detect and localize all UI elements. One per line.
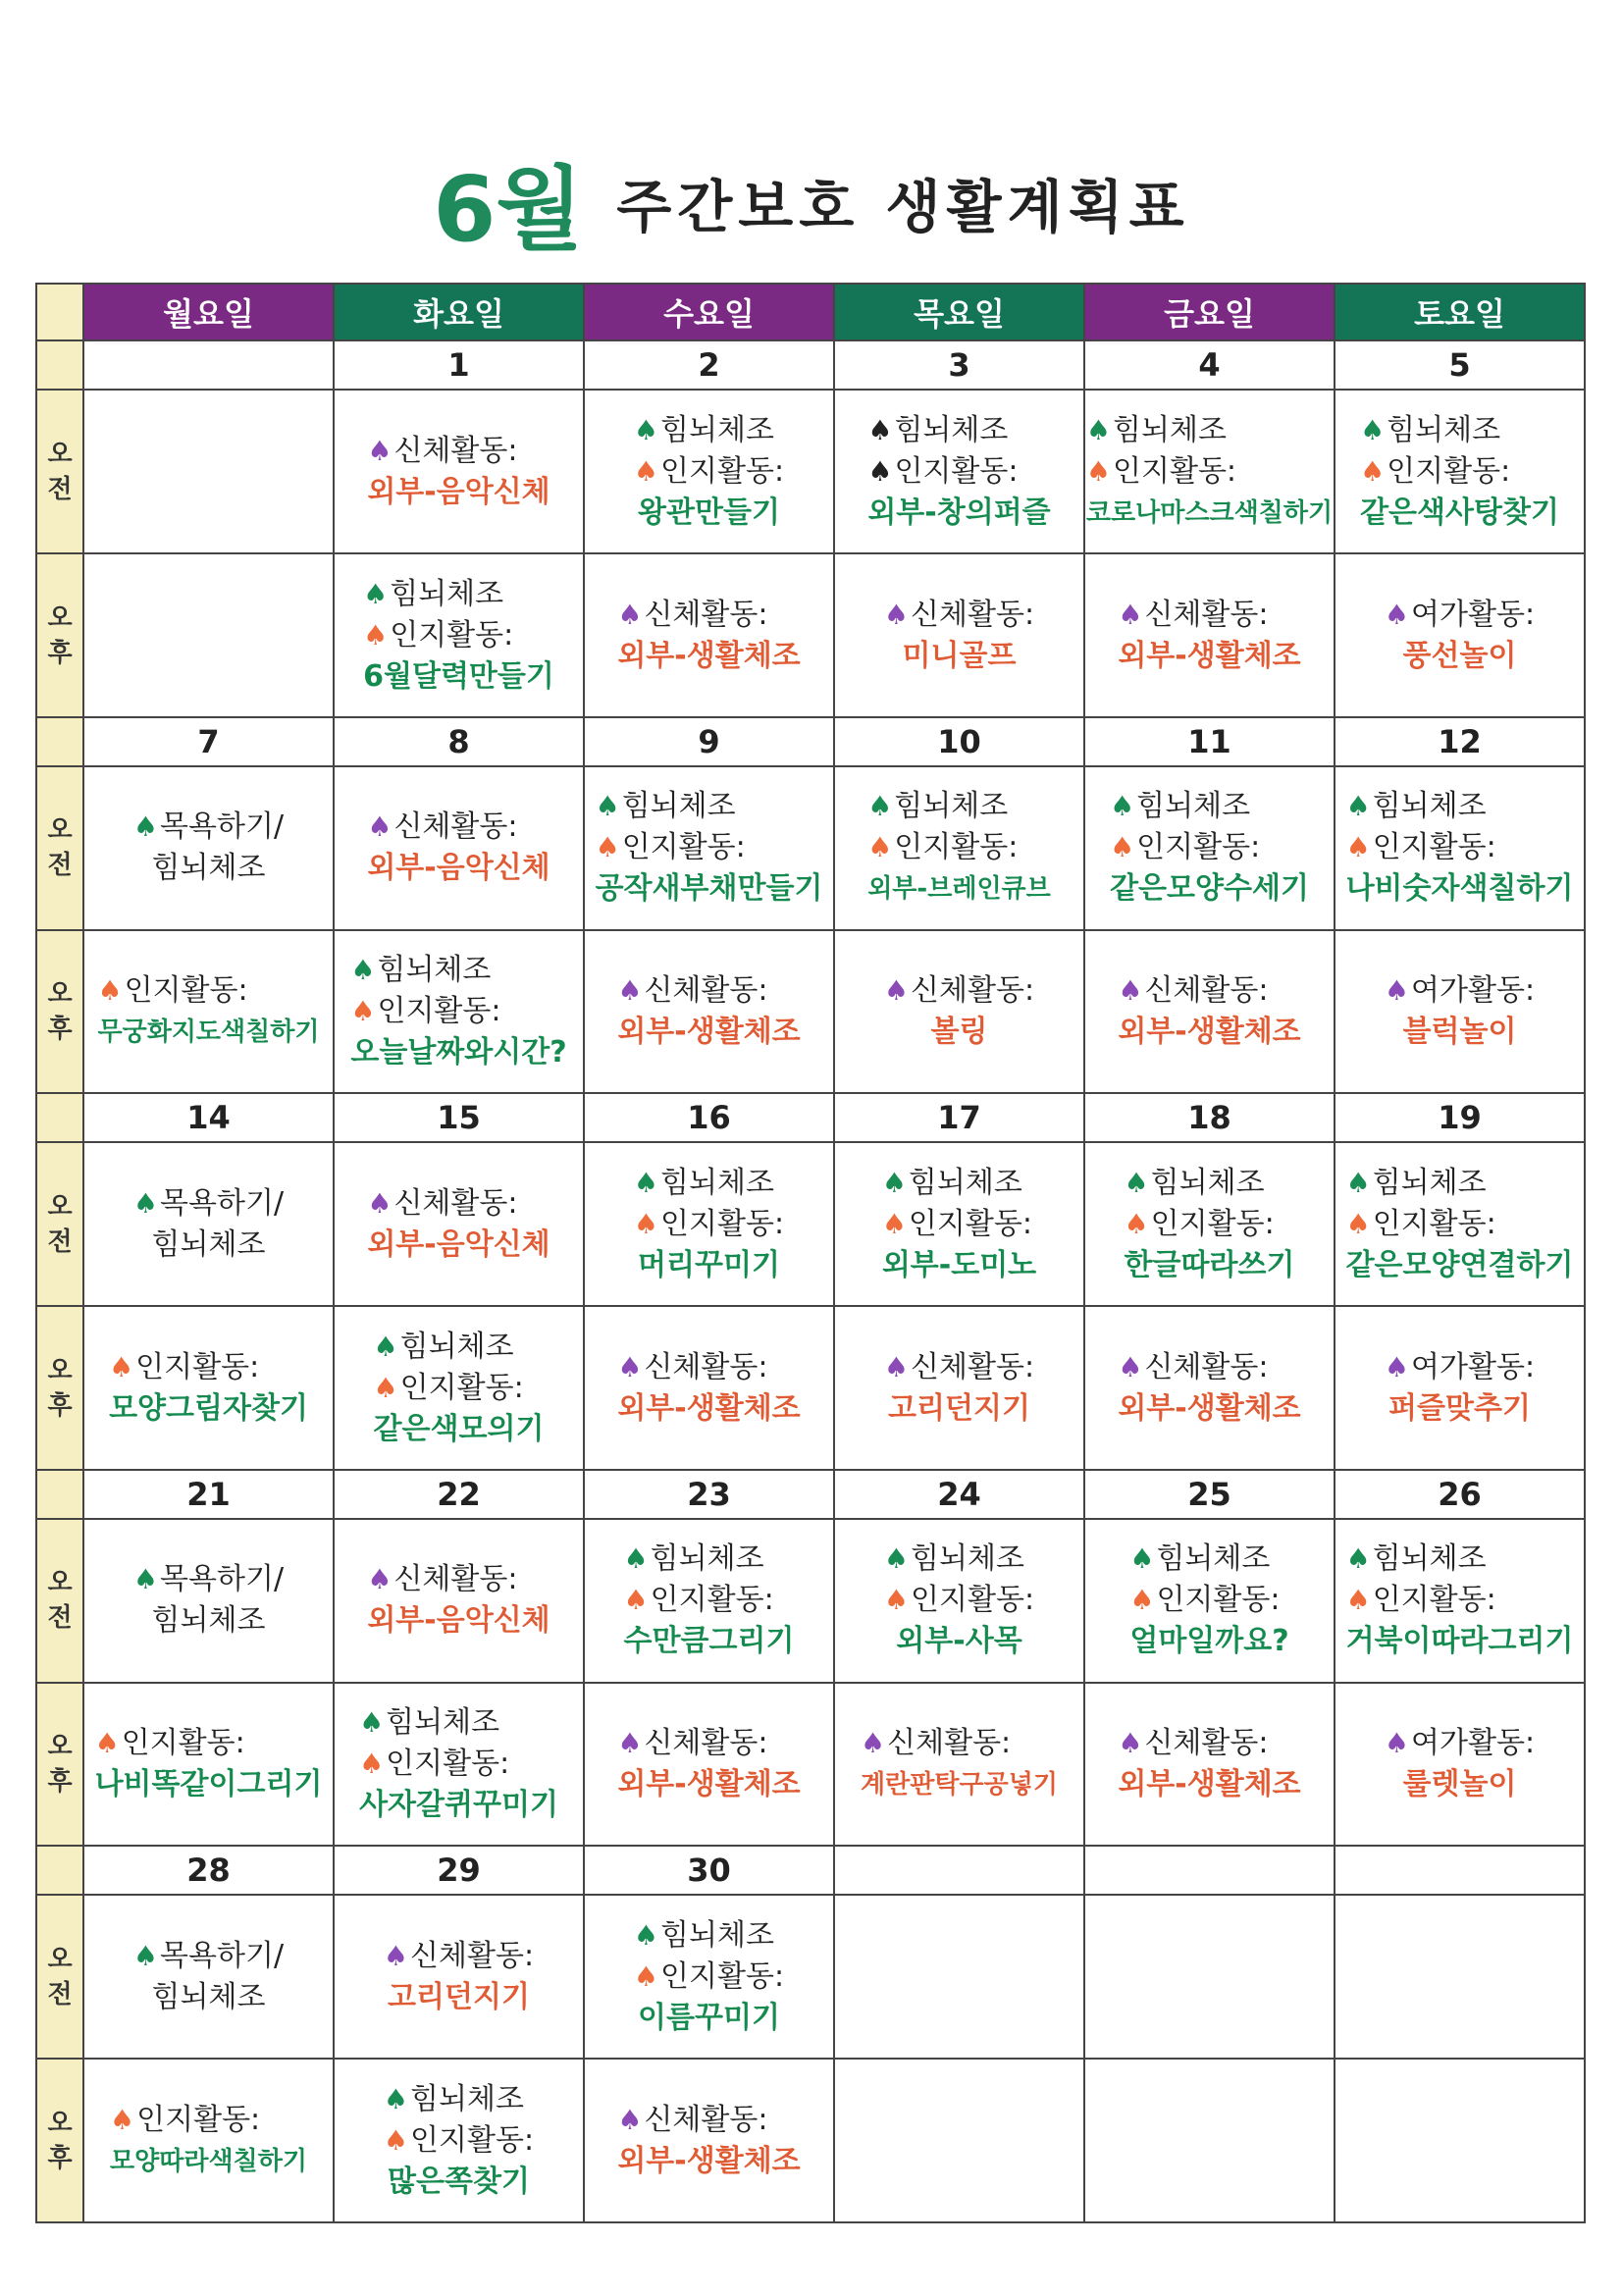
schedule-cell: ♠신체활동: 외부-생활체조 bbox=[1084, 930, 1335, 1094]
spade-icon: ♠ bbox=[373, 1371, 398, 1404]
schedule-cell bbox=[1335, 1895, 1585, 2059]
schedule-cell: ♠힘뇌체조 ♠인지활동: 얼마일까요? bbox=[1084, 1519, 1335, 1683]
schedule-cell: ♠목욕하기/ 힘뇌체조 bbox=[83, 1142, 334, 1306]
spade-icon: ♠ bbox=[1384, 1350, 1410, 1383]
spade-icon: ♠ bbox=[1360, 454, 1386, 488]
spade-icon: ♠ bbox=[110, 2103, 135, 2136]
schedule-cell: ♠힘뇌체조 ♠인지활동: 많은쪽찾기 bbox=[334, 2059, 584, 2222]
schedule-cell: ♠신체활동: 외부-생활체조 bbox=[584, 930, 834, 1094]
date-cell: 8 bbox=[334, 717, 584, 766]
spade-icon: ♠ bbox=[1118, 598, 1143, 631]
schedule-cell: ♠힘뇌체조 ♠인지활동: 외부-사목 bbox=[834, 1519, 1084, 1683]
schedule-cell: ♠신체활동: 고리던지기 bbox=[334, 1895, 584, 2059]
spade-icon: ♠ bbox=[373, 1330, 398, 1363]
schedule-cell: ♠신체활동: 외부-음악신체 bbox=[334, 766, 584, 930]
schedule-cell: ♠신체활동: 볼링 bbox=[834, 930, 1084, 1094]
date-row bbox=[36, 1470, 1585, 1519]
schedule-cell: ♠힘뇌체조 ♠인지활동: 수만큼그리기 bbox=[584, 1519, 834, 1683]
schedule-cell: ♠인지활동: 모양따라색칠하기 bbox=[83, 2059, 334, 2222]
spade-icon: ♠ bbox=[617, 2103, 643, 2136]
date-cell: 15 bbox=[334, 1093, 584, 1142]
date-cell: 18 bbox=[1084, 1093, 1335, 1142]
title-text: 주간보호 생활계획표 bbox=[616, 174, 1190, 240]
date-cell: 24 bbox=[834, 1470, 1084, 1519]
spade-icon: ♠ bbox=[367, 1563, 393, 1596]
date-cell: 5 bbox=[1335, 340, 1585, 390]
pm-label: 오 후 bbox=[36, 930, 83, 1094]
am-row bbox=[36, 1895, 1585, 2059]
spade-icon: ♠ bbox=[1118, 1727, 1143, 1760]
spade-icon: ♠ bbox=[132, 1939, 159, 1972]
pm-label: 오 후 bbox=[36, 553, 83, 717]
date-cell: 7 bbox=[83, 717, 334, 766]
header-corner bbox=[36, 284, 83, 340]
spade-icon: ♠ bbox=[132, 810, 159, 844]
schedule-cell: ♠힘뇌체조 ♠인지활동: 같은모양연결하기 bbox=[1335, 1142, 1585, 1306]
schedule-cell: ♠힘뇌체조 ♠인지활동: 외부-창의퍼즐 bbox=[834, 390, 1084, 553]
spade-icon: ♠ bbox=[883, 598, 910, 631]
spade-icon: ♠ bbox=[633, 1207, 659, 1240]
date-cell: 17 bbox=[834, 1093, 1084, 1142]
spade-icon: ♠ bbox=[383, 2082, 409, 2115]
schedule-cell: ♠신체활동: 고리던지기 bbox=[834, 1306, 1084, 1470]
am-row bbox=[36, 390, 1585, 553]
spade-icon: ♠ bbox=[97, 974, 123, 1008]
schedule-cell: ♠인지활동: 나비똑같이그리기 bbox=[83, 1683, 334, 1847]
spade-icon: ♠ bbox=[867, 454, 893, 488]
schedule-cell: ♠힘뇌체조 ♠인지활동: 코로나마스크색칠하기 bbox=[1084, 390, 1335, 553]
date-row bbox=[36, 1846, 1585, 1895]
spade-icon: ♠ bbox=[363, 618, 389, 652]
date-cell: 28 bbox=[83, 1846, 334, 1895]
schedule-cell: ♠힘뇌체조 ♠인지활동: 6월달력만들기 bbox=[334, 553, 584, 717]
date-side bbox=[36, 1846, 83, 1895]
spade-icon: ♠ bbox=[383, 1939, 409, 1972]
spade-icon: ♠ bbox=[1118, 974, 1143, 1008]
schedule-cell: ♠인지활동: 모양그림자찾기 bbox=[83, 1306, 334, 1470]
date-side bbox=[36, 340, 83, 390]
date-cell: 9 bbox=[584, 717, 834, 766]
spade-icon: ♠ bbox=[623, 1542, 649, 1576]
spade-icon: ♠ bbox=[1345, 790, 1371, 823]
schedule-cell: ♠힘뇌체조 ♠인지활동: 이름꾸미기 bbox=[584, 1895, 834, 2059]
schedule-cell: ♠신체활동: 미니골프 bbox=[834, 553, 1084, 717]
schedule-cell: ♠힘뇌체조 ♠인지활동: 같은색모의기 bbox=[334, 1306, 584, 1470]
date-cell: 1 bbox=[334, 340, 584, 390]
date-cell bbox=[834, 1846, 1084, 1895]
date-side bbox=[36, 717, 83, 766]
spade-icon: ♠ bbox=[1345, 1542, 1371, 1576]
schedule-cell: ♠신체활동: 외부-생활체조 bbox=[584, 2059, 834, 2222]
spade-icon: ♠ bbox=[633, 413, 659, 446]
schedule-cell: ♠힘뇌체조 ♠인지활동: 오늘날짜와시간? bbox=[334, 930, 584, 1094]
pm-row bbox=[36, 2059, 1585, 2222]
am-row bbox=[36, 766, 1585, 930]
schedule-cell: ♠신체활동: 외부-음악신체 bbox=[334, 390, 584, 553]
spade-icon: ♠ bbox=[363, 577, 389, 610]
schedule-table bbox=[35, 283, 1586, 2223]
spade-icon: ♠ bbox=[1360, 413, 1386, 446]
date-side bbox=[36, 1093, 83, 1142]
schedule-cell: ♠힘뇌체조 ♠인지활동: 사자갈퀴꾸미기 bbox=[334, 1683, 584, 1847]
spade-icon: ♠ bbox=[1124, 1207, 1149, 1240]
schedule-cell: ♠힘뇌체조 ♠인지활동: 나비숫자색칠하기 bbox=[1335, 766, 1585, 930]
schedule-cell: ♠목욕하기/ 힘뇌체조 bbox=[83, 1519, 334, 1683]
schedule-cell: ♠여가활동: 룰렛놀이 bbox=[1335, 1683, 1585, 1847]
spade-icon: ♠ bbox=[1124, 1166, 1149, 1199]
schedule-cell: ♠힘뇌체조 ♠인지활동: 공작새부채만들기 bbox=[584, 766, 834, 930]
schedule-cell bbox=[1084, 2059, 1335, 2222]
schedule-cell bbox=[83, 553, 334, 717]
date-cell: 10 bbox=[834, 717, 1084, 766]
pm-label: 오 후 bbox=[36, 2059, 83, 2222]
spade-icon: ♠ bbox=[617, 974, 643, 1008]
date-cell: 19 bbox=[1335, 1093, 1585, 1142]
spade-icon: ♠ bbox=[94, 1727, 120, 1760]
schedule-cell: ♠힘뇌체조 ♠인지활동: 같은모양수세기 bbox=[1084, 766, 1335, 930]
schedule-cell: ♠힘뇌체조 ♠인지활동: 외부-도미노 bbox=[834, 1142, 1084, 1306]
title-month: 6월 bbox=[433, 157, 584, 262]
spade-icon: ♠ bbox=[881, 1166, 907, 1199]
schedule-cell: ♠힘뇌체조 ♠인지활동: 머리꾸미기 bbox=[584, 1142, 834, 1306]
day-header-tue: 화요일 bbox=[334, 284, 584, 340]
date-cell: 14 bbox=[83, 1093, 334, 1142]
am-label: 오 전 bbox=[36, 766, 83, 930]
spade-icon: ♠ bbox=[1384, 598, 1410, 631]
spade-icon: ♠ bbox=[1345, 1166, 1371, 1199]
date-cell bbox=[1084, 1846, 1335, 1895]
spade-icon: ♠ bbox=[623, 1584, 649, 1617]
spade-icon: ♠ bbox=[883, 1350, 910, 1383]
schedule-cell: ♠신체활동: 외부-생활체조 bbox=[1084, 1306, 1335, 1470]
spade-icon: ♠ bbox=[867, 413, 893, 446]
schedule-cell bbox=[83, 390, 334, 553]
spade-icon: ♠ bbox=[359, 1748, 385, 1781]
schedule-cell bbox=[834, 2059, 1084, 2222]
spade-icon: ♠ bbox=[1345, 1207, 1371, 1240]
spade-icon: ♠ bbox=[633, 454, 659, 488]
date-cell: 25 bbox=[1084, 1470, 1335, 1519]
spade-icon: ♠ bbox=[1085, 413, 1112, 446]
schedule-cell: ♠신체활동: 외부-음악신체 bbox=[334, 1519, 584, 1683]
schedule-cell: ♠신체활동: 외부-음악신체 bbox=[334, 1142, 584, 1306]
spade-icon: ♠ bbox=[1129, 1584, 1155, 1617]
spade-icon: ♠ bbox=[350, 995, 376, 1028]
schedule-cell: ♠신체활동: 외부-생활체조 bbox=[584, 553, 834, 717]
day-header-mon: 월요일 bbox=[83, 284, 334, 340]
schedule-cell: ♠신체활동: 계란판탁구공넣기 bbox=[834, 1683, 1084, 1847]
schedule-cell bbox=[834, 1895, 1084, 2059]
spade-icon: ♠ bbox=[359, 1706, 385, 1740]
date-cell: 2 bbox=[584, 340, 834, 390]
schedule-cell bbox=[1335, 2059, 1585, 2222]
spade-icon: ♠ bbox=[1118, 1350, 1143, 1383]
date-row bbox=[36, 1093, 1585, 1142]
schedule-cell: ♠신체활동: 외부-생활체조 bbox=[584, 1683, 834, 1847]
spade-icon: ♠ bbox=[1129, 1542, 1155, 1576]
spade-icon: ♠ bbox=[633, 1166, 659, 1199]
spade-icon: ♠ bbox=[132, 1186, 159, 1220]
am-label: 오 전 bbox=[36, 1142, 83, 1306]
schedule-cell: ♠목욕하기/ 힘뇌체조 bbox=[83, 766, 334, 930]
spade-icon: ♠ bbox=[1345, 1584, 1371, 1617]
date-cell: 22 bbox=[334, 1470, 584, 1519]
schedule-cell: ♠여가활동: 풍선놀이 bbox=[1335, 553, 1585, 717]
spade-icon: ♠ bbox=[617, 1350, 643, 1383]
schedule-cell: ♠힘뇌체조 ♠인지활동: 같은색사탕찾기 bbox=[1335, 390, 1585, 553]
date-cell: 29 bbox=[334, 1846, 584, 1895]
am-label: 오 전 bbox=[36, 1895, 83, 2059]
spade-icon: ♠ bbox=[367, 434, 393, 467]
spade-icon: ♠ bbox=[595, 790, 620, 823]
spade-icon: ♠ bbox=[367, 1186, 393, 1220]
date-cell: 4 bbox=[1084, 340, 1335, 390]
spade-icon: ♠ bbox=[1384, 1727, 1410, 1760]
spade-icon: ♠ bbox=[883, 974, 910, 1008]
spade-icon: ♠ bbox=[867, 831, 893, 864]
schedule-cell: ♠여가활동: 블럭놀이 bbox=[1335, 930, 1585, 1094]
schedule-cell: ♠여가활동: 퍼즐맞추기 bbox=[1335, 1306, 1585, 1470]
spade-icon: ♠ bbox=[883, 1542, 910, 1576]
schedule-cell: ♠힘뇌체조 ♠인지활동: 한글따라쓰기 bbox=[1084, 1142, 1335, 1306]
schedule-cell: ♠신체활동: 외부-생활체조 bbox=[1084, 553, 1335, 717]
pm-row bbox=[36, 930, 1585, 1094]
date-cell: 30 bbox=[584, 1846, 834, 1895]
date-cell: 23 bbox=[584, 1470, 834, 1519]
date-cell: 26 bbox=[1335, 1470, 1585, 1519]
spade-icon: ♠ bbox=[1110, 790, 1135, 823]
spade-icon: ♠ bbox=[633, 1959, 659, 1993]
schedule-cell: ♠힘뇌체조 ♠인지활동: 외부-브레인큐브 bbox=[834, 766, 1084, 930]
page-title bbox=[0, 137, 1623, 267]
date-cell: 3 bbox=[834, 340, 1084, 390]
spade-icon: ♠ bbox=[350, 954, 376, 987]
schedule-cell bbox=[1084, 1895, 1335, 2059]
spade-icon: ♠ bbox=[367, 810, 393, 844]
date-cell: 21 bbox=[83, 1470, 334, 1519]
pm-label: 오 후 bbox=[36, 1683, 83, 1847]
schedule-cell: ♠힘뇌체조 ♠인지활동: 왕관만들기 bbox=[584, 390, 834, 553]
am-label: 오 전 bbox=[36, 390, 83, 553]
spade-icon: ♠ bbox=[861, 1727, 886, 1760]
pm-row bbox=[36, 553, 1585, 717]
spade-icon: ♠ bbox=[1085, 454, 1112, 488]
weekday-header-row bbox=[36, 284, 1585, 340]
spade-icon: ♠ bbox=[1384, 974, 1410, 1008]
day-header-sat: 토요일 bbox=[1335, 284, 1585, 340]
pm-label: 오 후 bbox=[36, 1306, 83, 1470]
am-row bbox=[36, 1142, 1585, 1306]
date-cell bbox=[1335, 1846, 1585, 1895]
date-cell: 12 bbox=[1335, 717, 1585, 766]
spade-icon: ♠ bbox=[1345, 831, 1371, 864]
spade-icon: ♠ bbox=[883, 1584, 910, 1617]
spade-icon: ♠ bbox=[617, 598, 643, 631]
date-cell: 11 bbox=[1084, 717, 1335, 766]
day-header-fri: 금요일 bbox=[1084, 284, 1335, 340]
spade-icon: ♠ bbox=[109, 1350, 134, 1383]
date-side bbox=[36, 1470, 83, 1519]
day-header-wed: 수요일 bbox=[584, 284, 834, 340]
pm-row bbox=[36, 1683, 1585, 1847]
spade-icon: ♠ bbox=[881, 1207, 907, 1240]
date-row bbox=[36, 340, 1585, 390]
pm-row bbox=[36, 1306, 1585, 1470]
spade-icon: ♠ bbox=[595, 831, 620, 864]
schedule-cell: ♠신체활동: 외부-생활체조 bbox=[1084, 1683, 1335, 1847]
date-cell bbox=[83, 340, 334, 390]
spade-icon: ♠ bbox=[633, 1918, 659, 1952]
spade-icon: ♠ bbox=[1110, 831, 1135, 864]
date-cell: 16 bbox=[584, 1093, 834, 1142]
spade-icon: ♠ bbox=[132, 1563, 159, 1596]
am-row bbox=[36, 1519, 1585, 1683]
schedule-cell: ♠힘뇌체조 ♠인지활동: 거북이따라그리기 bbox=[1335, 1519, 1585, 1683]
day-header-thu: 목요일 bbox=[834, 284, 1084, 340]
am-label: 오 전 bbox=[36, 1519, 83, 1683]
spade-icon: ♠ bbox=[383, 2123, 409, 2157]
spade-icon: ♠ bbox=[867, 790, 893, 823]
schedule-cell: ♠신체활동: 외부-생활체조 bbox=[584, 1306, 834, 1470]
schedule-cell: ♠인지활동: 무궁화지도색칠하기 bbox=[83, 930, 334, 1094]
spade-icon: ♠ bbox=[617, 1727, 643, 1760]
schedule-cell: ♠목욕하기/ 힘뇌체조 bbox=[83, 1895, 334, 2059]
date-row bbox=[36, 717, 1585, 766]
